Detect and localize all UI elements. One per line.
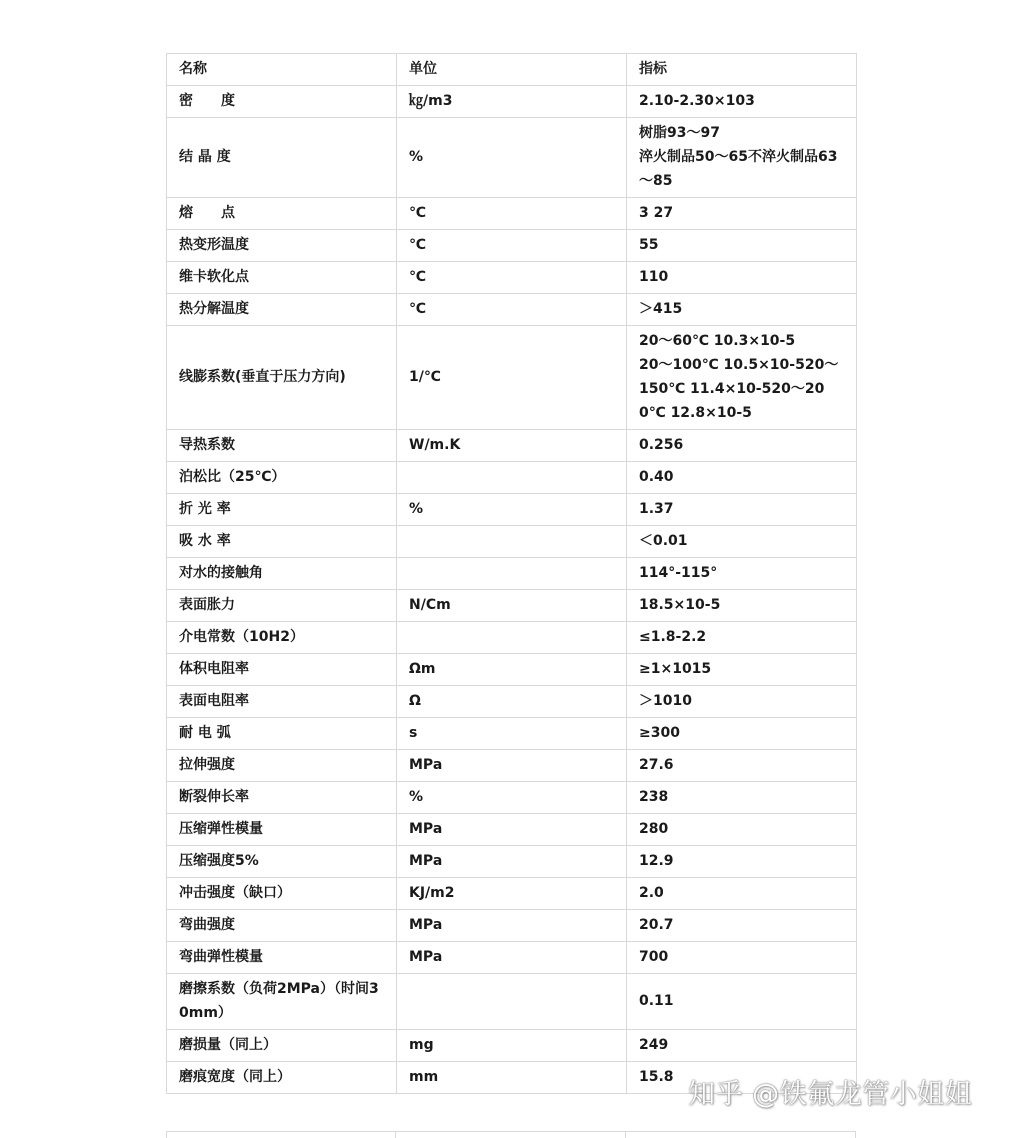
cell-value: 114°-115°: [627, 558, 857, 590]
cell-value: ＜0.01: [627, 526, 857, 558]
table-row: [167, 590, 857, 622]
table-row: [167, 718, 857, 750]
cell-value: 55: [627, 230, 857, 262]
header-value: 指标: [627, 54, 857, 86]
cell-value: 280: [627, 814, 857, 846]
cell-name: 磨痕宽度（同上）: [167, 1062, 397, 1094]
cell-unit: Ω: [397, 686, 627, 718]
cell-unit: MPa: [397, 910, 627, 942]
cell-name: 弯曲弹性模量: [167, 942, 397, 974]
table-row: [167, 814, 857, 846]
cell-unit: W/m.K: [397, 430, 627, 462]
cell-value: 1.37: [627, 494, 857, 526]
table-row: [167, 654, 857, 686]
cell-unit: 1/℃: [397, 326, 627, 430]
cell-value: ＞415: [627, 294, 857, 326]
cell-name: 热变形温度: [167, 230, 397, 262]
cell-name: 弯曲强度: [167, 910, 397, 942]
cell-unit: MPa: [397, 814, 627, 846]
cell-value: 700: [627, 942, 857, 974]
cell-value: 27.6: [627, 750, 857, 782]
cell-name: 泊松比（25℃）: [167, 462, 397, 494]
cell-name: 结 晶 度: [167, 118, 397, 198]
header-row: [167, 54, 857, 86]
cell-name: 磨损量（同上）: [167, 1030, 397, 1062]
cell-unit: ℃: [397, 230, 627, 262]
cell-value: 20.7: [627, 910, 857, 942]
cell-unit: ℃: [397, 294, 627, 326]
cell-name: 体积电阻率: [167, 654, 397, 686]
cell-name: 熔 点: [167, 198, 397, 230]
cell-unit: MPa: [397, 846, 627, 878]
table-row: [167, 878, 857, 910]
table-row: [167, 750, 857, 782]
table-header: [167, 54, 857, 86]
cell-name: 维卡软化点: [167, 262, 397, 294]
cell-value: 249: [627, 1030, 857, 1062]
cell-value: 0.40: [627, 462, 857, 494]
cell-unit: KJ/m2: [397, 878, 627, 910]
cell-value: 20～60℃ 10.3×10-5 20～100℃ 10.5×10-520～150℃ 11.4×10-520～200℃ 12.8×10-5: [627, 326, 857, 430]
cell-unit: ℃: [397, 262, 627, 294]
cell-unit: Ωm: [397, 654, 627, 686]
cell-unit: %: [397, 782, 627, 814]
cell-value: ≤1.8-2.2: [627, 622, 857, 654]
cell-value: 15.8: [627, 1062, 857, 1094]
cell-name: 磨擦系数（负荷2MPa）（时间30mm）: [167, 974, 397, 1030]
cell-name: 导热系数: [167, 430, 397, 462]
cell-name: 对水的接触角: [167, 558, 397, 590]
cell-unit: MPa: [397, 750, 627, 782]
table-row: [167, 118, 857, 198]
cell-unit: [397, 462, 627, 494]
cell-name: 拉伸强度: [167, 750, 397, 782]
cell-name: 表面胀力: [167, 590, 397, 622]
cell-value: ≥300: [627, 718, 857, 750]
cell-name: 密 度: [167, 86, 397, 118]
table-row: [167, 910, 857, 942]
table-body: [167, 86, 857, 1094]
cell-unit: mg: [397, 1030, 627, 1062]
cell-name: 热分解温度: [167, 294, 397, 326]
table-row: [167, 494, 857, 526]
cell-unit: MPa: [397, 942, 627, 974]
cell-unit: [397, 622, 627, 654]
cell-value: 树脂93～97 淬火制品50～65不淬火制品63～85: [627, 118, 857, 198]
cell-unit: mm: [397, 1062, 627, 1094]
cell-name: 表面电阻率: [167, 686, 397, 718]
cell-value: ＞1010: [627, 686, 857, 718]
cell-unit: ℃: [397, 198, 627, 230]
cell-value: 3 27: [627, 198, 857, 230]
cell-value: 18.5×10-5: [627, 590, 857, 622]
table-row: [167, 198, 857, 230]
cell-unit: ㎏/m3: [397, 86, 627, 118]
table-row: [167, 1030, 857, 1062]
table-row: [167, 558, 857, 590]
table-row: [167, 294, 857, 326]
cell-value: ≥1×1015: [627, 654, 857, 686]
cell-name: 断裂伸长率: [167, 782, 397, 814]
cell-unit: s: [397, 718, 627, 750]
cell-value: 110: [627, 262, 857, 294]
cell-value: 0.11: [627, 974, 857, 1030]
table-row: [167, 326, 857, 430]
cell-value: 12.9: [627, 846, 857, 878]
cell-value: 238: [627, 782, 857, 814]
cell-name: 介电常数（10H2）: [167, 622, 397, 654]
cell-unit: [397, 558, 627, 590]
table-row: [167, 86, 857, 118]
table-row: [167, 846, 857, 878]
cell-name: 耐 电 弧: [167, 718, 397, 750]
cell-name: 压缩强度5%: [167, 846, 397, 878]
cell-unit: [397, 526, 627, 558]
cell-unit: [397, 974, 627, 1030]
table-row: [167, 230, 857, 262]
cell-name: 吸 水 率: [167, 526, 397, 558]
cell-value: 2.10-2.30×103: [627, 86, 857, 118]
cell-value: 0.256: [627, 430, 857, 462]
table-row: [167, 462, 857, 494]
watermark: 知乎 @铁氟龙管小姐姐: [688, 1079, 973, 1110]
cell-name: 冲击强度（缺口）: [167, 878, 397, 910]
cell-unit: N/Cm: [397, 590, 627, 622]
header-name: 名称: [167, 54, 397, 86]
cell-unit: %: [397, 118, 627, 198]
cell-name: 线膨系数(垂直于压力方向): [167, 326, 397, 430]
table-row: [167, 782, 857, 814]
cell-name: 折 光 率: [167, 494, 397, 526]
table-row: [167, 686, 857, 718]
property-table: [166, 53, 857, 1094]
table-row: [167, 974, 857, 1030]
cell-value: 2.0: [627, 878, 857, 910]
cell-unit: %: [397, 494, 627, 526]
table-row: [167, 430, 857, 462]
property-table-container: [166, 53, 856, 1094]
table-row: [167, 942, 857, 974]
table-row: [167, 622, 857, 654]
cell-name: 压缩弹性模量: [167, 814, 397, 846]
table-row: [167, 526, 857, 558]
table-row: [167, 262, 857, 294]
header-unit: 单位: [397, 54, 627, 86]
